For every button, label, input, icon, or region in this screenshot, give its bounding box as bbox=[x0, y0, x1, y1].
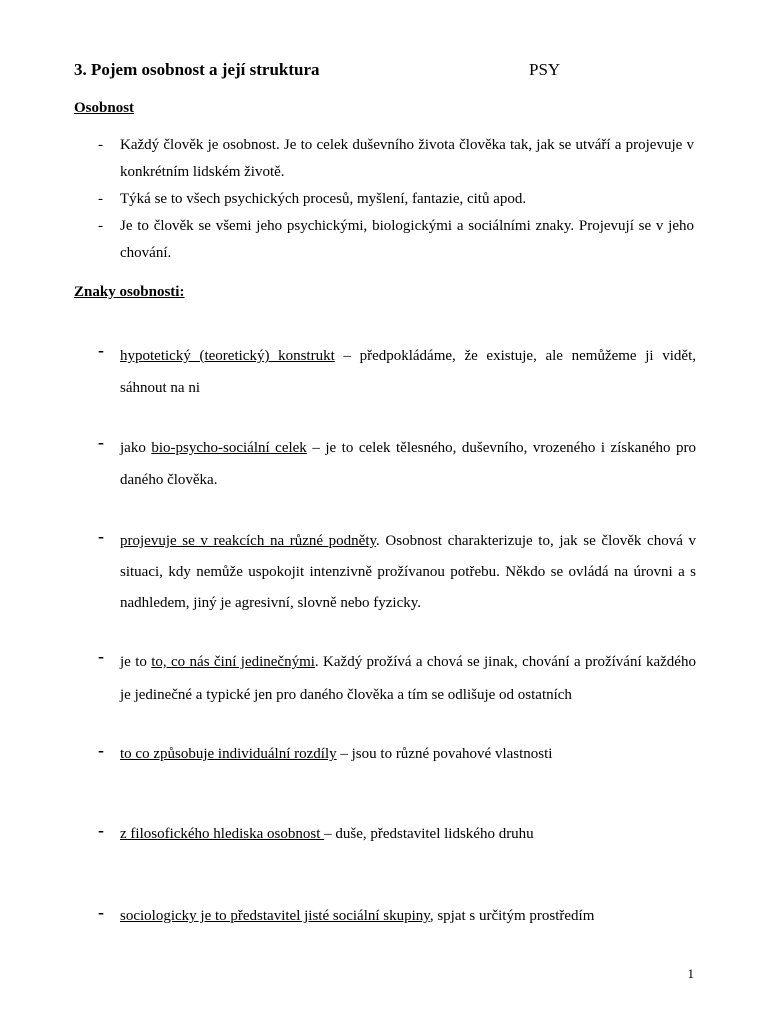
trait-item: - jako bio-psycho-sociální celek – je to celek tělesného, duševního, vrozeného i získaného pro daného člověka. bbox=[98, 432, 696, 488]
trait-term: sociologicky je to představitel jisté sociální skupiny bbox=[120, 908, 430, 924]
bullet-mark: - bbox=[98, 902, 104, 922]
subject-code: PSY bbox=[529, 60, 561, 79]
bullet-mark: - bbox=[98, 646, 104, 666]
bullet-mark: - bbox=[98, 820, 104, 840]
list-item: - Každý člověk je osobnost. Je to celek duševního života člověka tak, jak se utváří a projevuje v konkrétním lidském životě. bbox=[74, 132, 694, 186]
trait-term: hypotetický (teoretický) konstrukt bbox=[120, 348, 335, 364]
trait-item: - sociologicky je to představitel jisté sociální skupiny, spjat s určitým prostředím bbox=[98, 902, 595, 924]
trait-term: projevuje se v reakcích na různé podněty bbox=[120, 533, 377, 549]
list-item: - Týká se to všech psychických procesů, myšlení, fantazie, citů apod. bbox=[74, 186, 694, 213]
bullet-mark: - bbox=[98, 740, 104, 760]
title-row bbox=[74, 60, 694, 80]
section-heading-osobnost: Osobnost bbox=[74, 100, 135, 116]
trait-term: bio-psycho-sociální celek bbox=[151, 440, 307, 456]
trait-item: - je to to, co nás činí jedinečnými. Každý prožívá a chová se jinak, chování a prožívání každého je jedinečné a typické jen pro daného člověka a tím se odlišuje od ostatních bbox=[98, 646, 696, 703]
trait-item: - hypotetický (teoretický) konstrukt – předpokládáme, že existuje, ale nemůžeme ji vidět, sáhnout na ni bbox=[98, 340, 696, 396]
list-item: - Je to člověk se všemi jeho psychickými, biologickými a sociálními znaky. Projevují se v jeho chování. bbox=[74, 213, 694, 267]
trait-term: z filosofického hlediska osobnost bbox=[120, 826, 325, 842]
section-heading-znaky: Znaky osobnosti: bbox=[74, 284, 185, 300]
trait-item: - z filosofického hlediska osobnost – duše, představitel lidského druhu bbox=[98, 820, 534, 842]
trait-item: - projevuje se v reakcích na různé podněty. Osobnost charakterizuje to, jak se člověk chová v situaci, kdy nemůže uspokojit intenzivně prožívanou potřebu. Někdo se ovládá na úrovni a s nadhledem, jiný je agresivní, slovně nebo fyzicky. bbox=[98, 526, 696, 611]
bullet-mark: - bbox=[98, 340, 104, 360]
bullet-mark: - bbox=[98, 526, 104, 546]
trait-term: to co způsobuje individuální rozdíly bbox=[120, 746, 337, 762]
osobnost-list bbox=[74, 132, 694, 267]
page-title: 3. Pojem osobnost a její struktura bbox=[74, 60, 320, 79]
bullet-mark: - bbox=[98, 432, 104, 452]
trait-term: to, co nás činí jedinečnými bbox=[151, 654, 315, 670]
page-number: 1 bbox=[687, 966, 694, 981]
trait-item: - to co způsobuje individuální rozdíly – jsou to různé povahové vlastnosti bbox=[98, 740, 553, 762]
